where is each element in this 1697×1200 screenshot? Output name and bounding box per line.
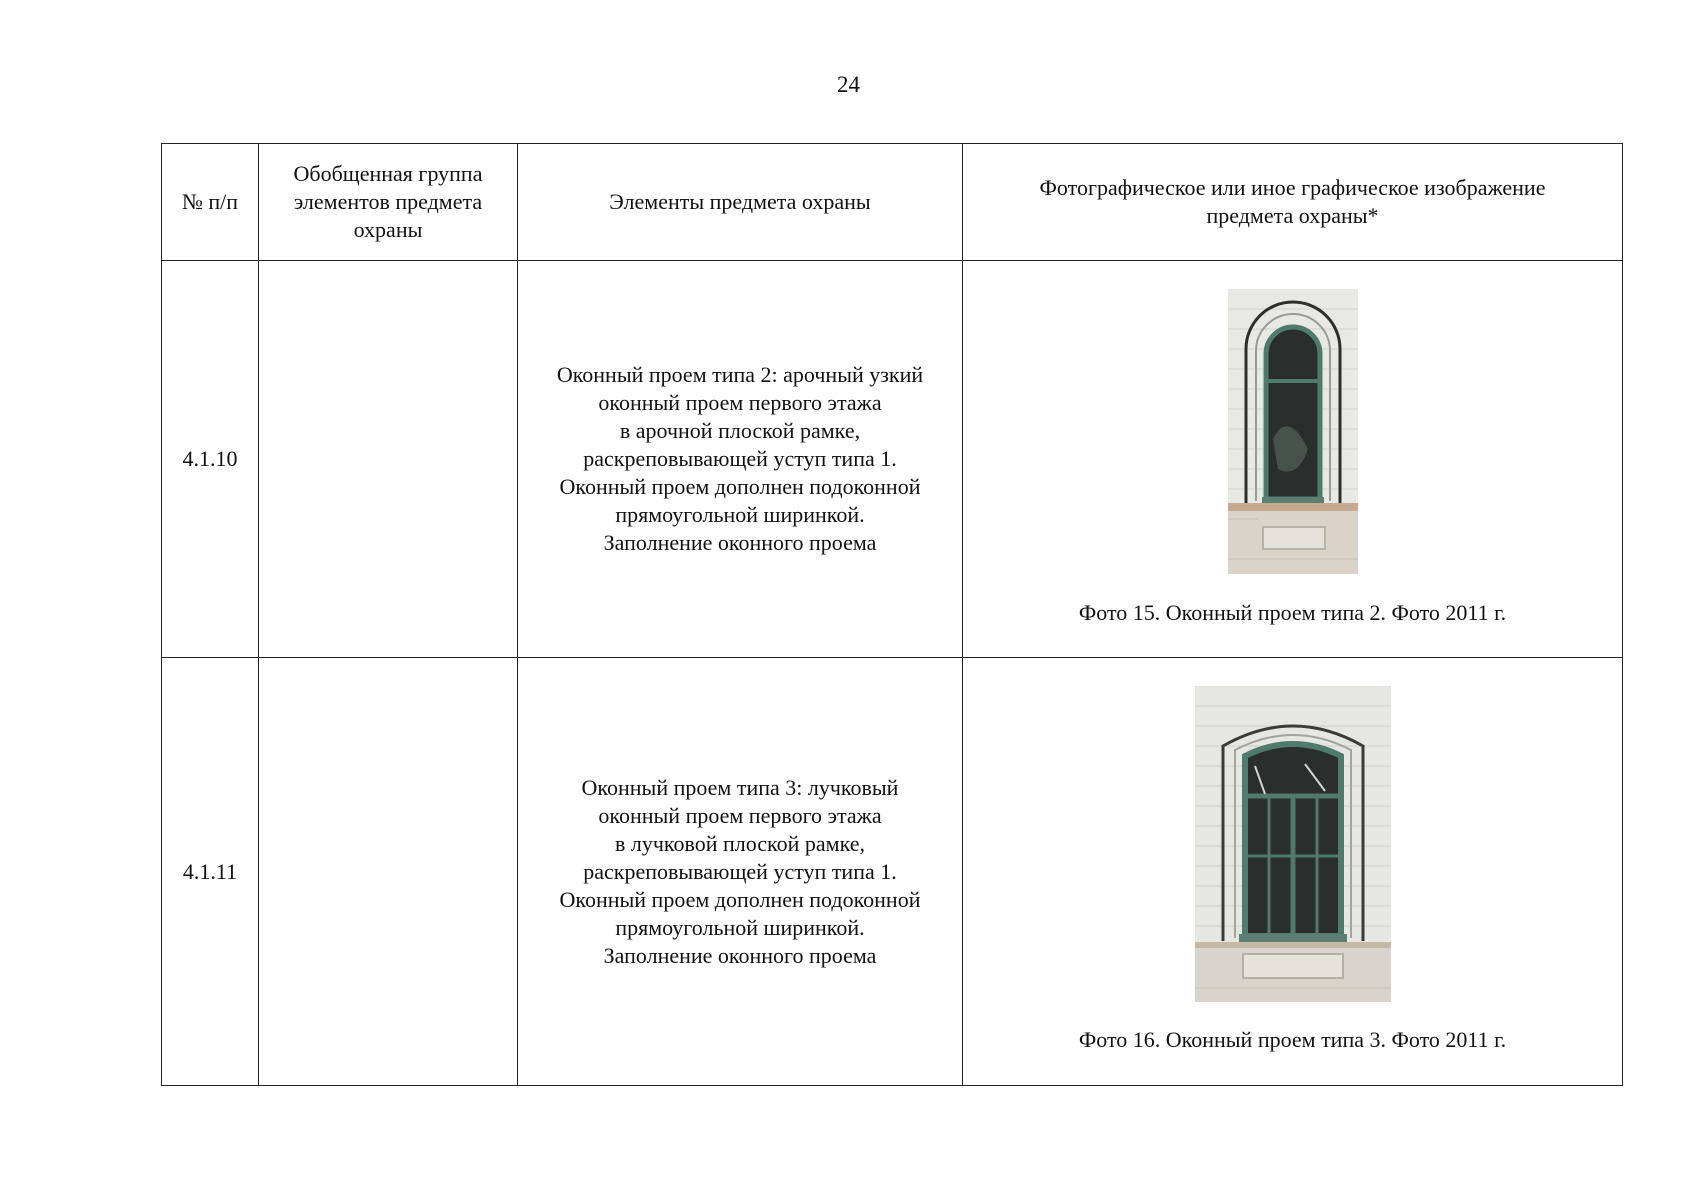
row-photo-cell xyxy=(963,658,1623,1086)
header-image-text: Фотографическое или иное графическое изображение предмета охраны* xyxy=(1039,175,1546,228)
table-row xyxy=(162,261,1623,658)
photo-caption: Фото 16. Оконный проем типа 3. Фото 2011 г. xyxy=(1078,1027,1507,1052)
page-number: 24 xyxy=(837,72,860,97)
header-image xyxy=(963,144,1623,261)
table-header-row xyxy=(162,144,1623,261)
arched-window-photo xyxy=(963,289,1622,574)
row-description: Оконный проем типа 3: лучковый оконный проем первого этажа в лучковой плоской рамке, раскреповывающей уступ типа 1. Оконный проем дополнен подоконной прямоугольной ширинкой. Заполнение оконного проема xyxy=(518,658,963,1086)
segmental-window-photo xyxy=(963,686,1622,1002)
row-group xyxy=(259,658,518,1086)
header-group-text: Обобщенная группа элементов предмета охраны xyxy=(293,161,483,242)
row-photo-cell xyxy=(963,261,1623,658)
protection-table xyxy=(161,143,1623,1086)
table-row xyxy=(162,658,1623,1086)
photo-caption: Фото 15. Оконный проем типа 2. Фото 2011 г. xyxy=(1078,600,1507,625)
header-num: № п/п xyxy=(162,144,259,261)
header-elements: Элементы предмета охраны xyxy=(518,144,963,261)
header-group xyxy=(259,144,518,261)
row-group xyxy=(259,261,518,658)
row-number: 4.1.11 xyxy=(162,658,259,1086)
row-number: 4.1.10 xyxy=(162,261,259,658)
row-description: Оконный проем типа 2: арочный узкий оконный проем первого этажа в арочной плоской рамке, раскреповывающей уступ типа 1. Оконный проем дополнен подоконной прямоугольной ширинкой. Заполнение оконного проема xyxy=(518,261,963,658)
